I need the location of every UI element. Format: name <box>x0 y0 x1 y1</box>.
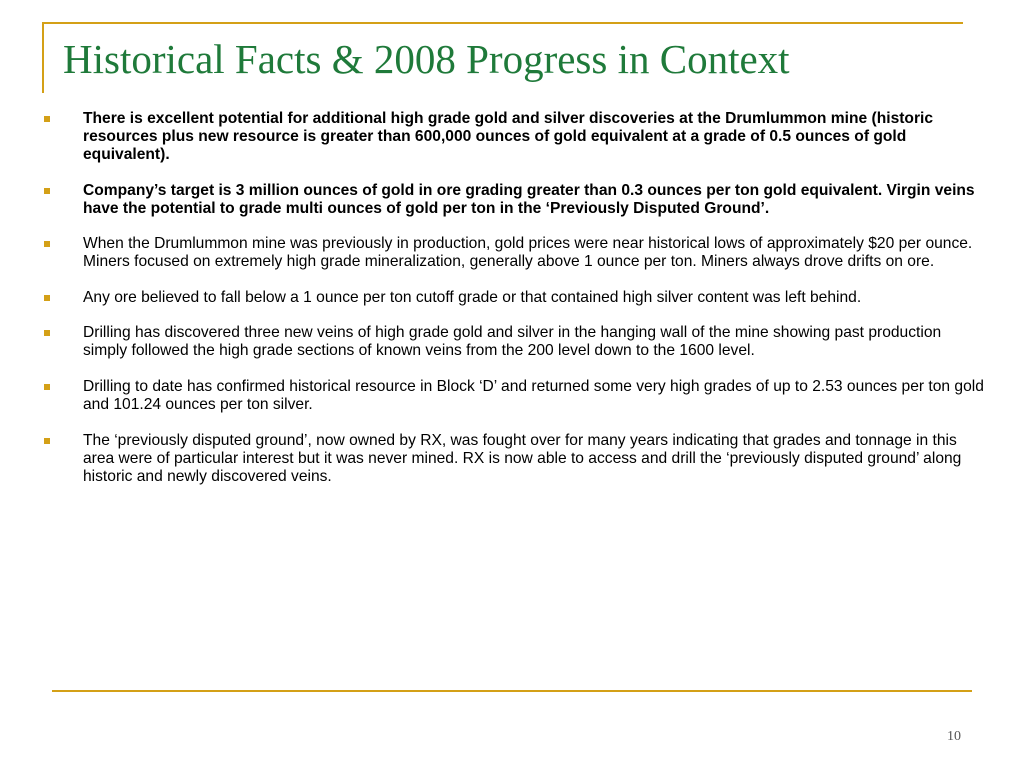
bullet-text: Drilling has discovered three new veins of high grade gold and silver in the hanging wall of the mine showing past production simply followed the high grade sections of known veins from the 200 level down to the 1600 level. <box>83 324 942 360</box>
slide-title: Historical Facts & 2008 Progress in Context <box>63 36 790 82</box>
bullet-text: There is excellent potential for additional high grade gold and silver discoveries at the Drumlummon mine (historic resources plus new resource is greater than 600,000 ounces of gold equivalent at a grade of 0.5 ounces of gold equivalent). <box>83 110 934 163</box>
square-bullet-icon <box>44 295 50 301</box>
title-frame-left-rule <box>42 22 44 93</box>
bullet-item <box>40 182 988 218</box>
square-bullet-icon <box>44 188 50 194</box>
bullet-text: When the Drumlummon mine was previously in production, gold prices were near historical lows of approximately $20 per ounce. Miners focused on extremely high grade mineralization, generally above 1 ounce per ton. Miners always drove drifts on ore. <box>83 235 973 271</box>
bullet-text: The ‘previously disputed ground’, now owned by RX, was fought over for many years indicating that grades and tonnage in this area were of particular interest but it was never mined. RX is now able to access and drill the ‘previously disputed ground’ along historic and newly discovered veins. <box>83 431 962 485</box>
bullet-text: Any ore believed to fall below a 1 ounce per ton cutoff grade or that contained high silver content was left behind. <box>83 288 862 306</box>
square-bullet-icon <box>44 116 50 122</box>
square-bullet-icon <box>44 330 50 336</box>
bullet-item <box>40 378 988 414</box>
bullet-item <box>40 324 988 360</box>
bullet-item <box>40 432 988 486</box>
bullet-text: Company’s target is 3 million ounces of gold in ore grading greater than 0.3 ounces per ton gold equivalent. Virgin veins have the potential to grade multi ounces of gold per ton in the ‘Previously Disputed Ground’. <box>83 181 975 217</box>
square-bullet-icon <box>44 241 50 247</box>
bullet-item <box>40 289 988 307</box>
bullet-text: Drilling to date has confirmed historical resource in Block ‘D’ and returned some very high grades of up to 2.53 ounces per ton gold and 101.24 ounces per ton silver. <box>83 377 984 413</box>
bullet-item <box>40 110 988 164</box>
title-frame-top-rule <box>42 22 963 24</box>
square-bullet-icon <box>44 438 50 444</box>
footer-rule <box>52 690 972 692</box>
bullet-item <box>40 235 988 271</box>
page-number: 10 <box>947 729 961 744</box>
square-bullet-icon <box>44 384 50 390</box>
bullet-list <box>40 110 988 503</box>
